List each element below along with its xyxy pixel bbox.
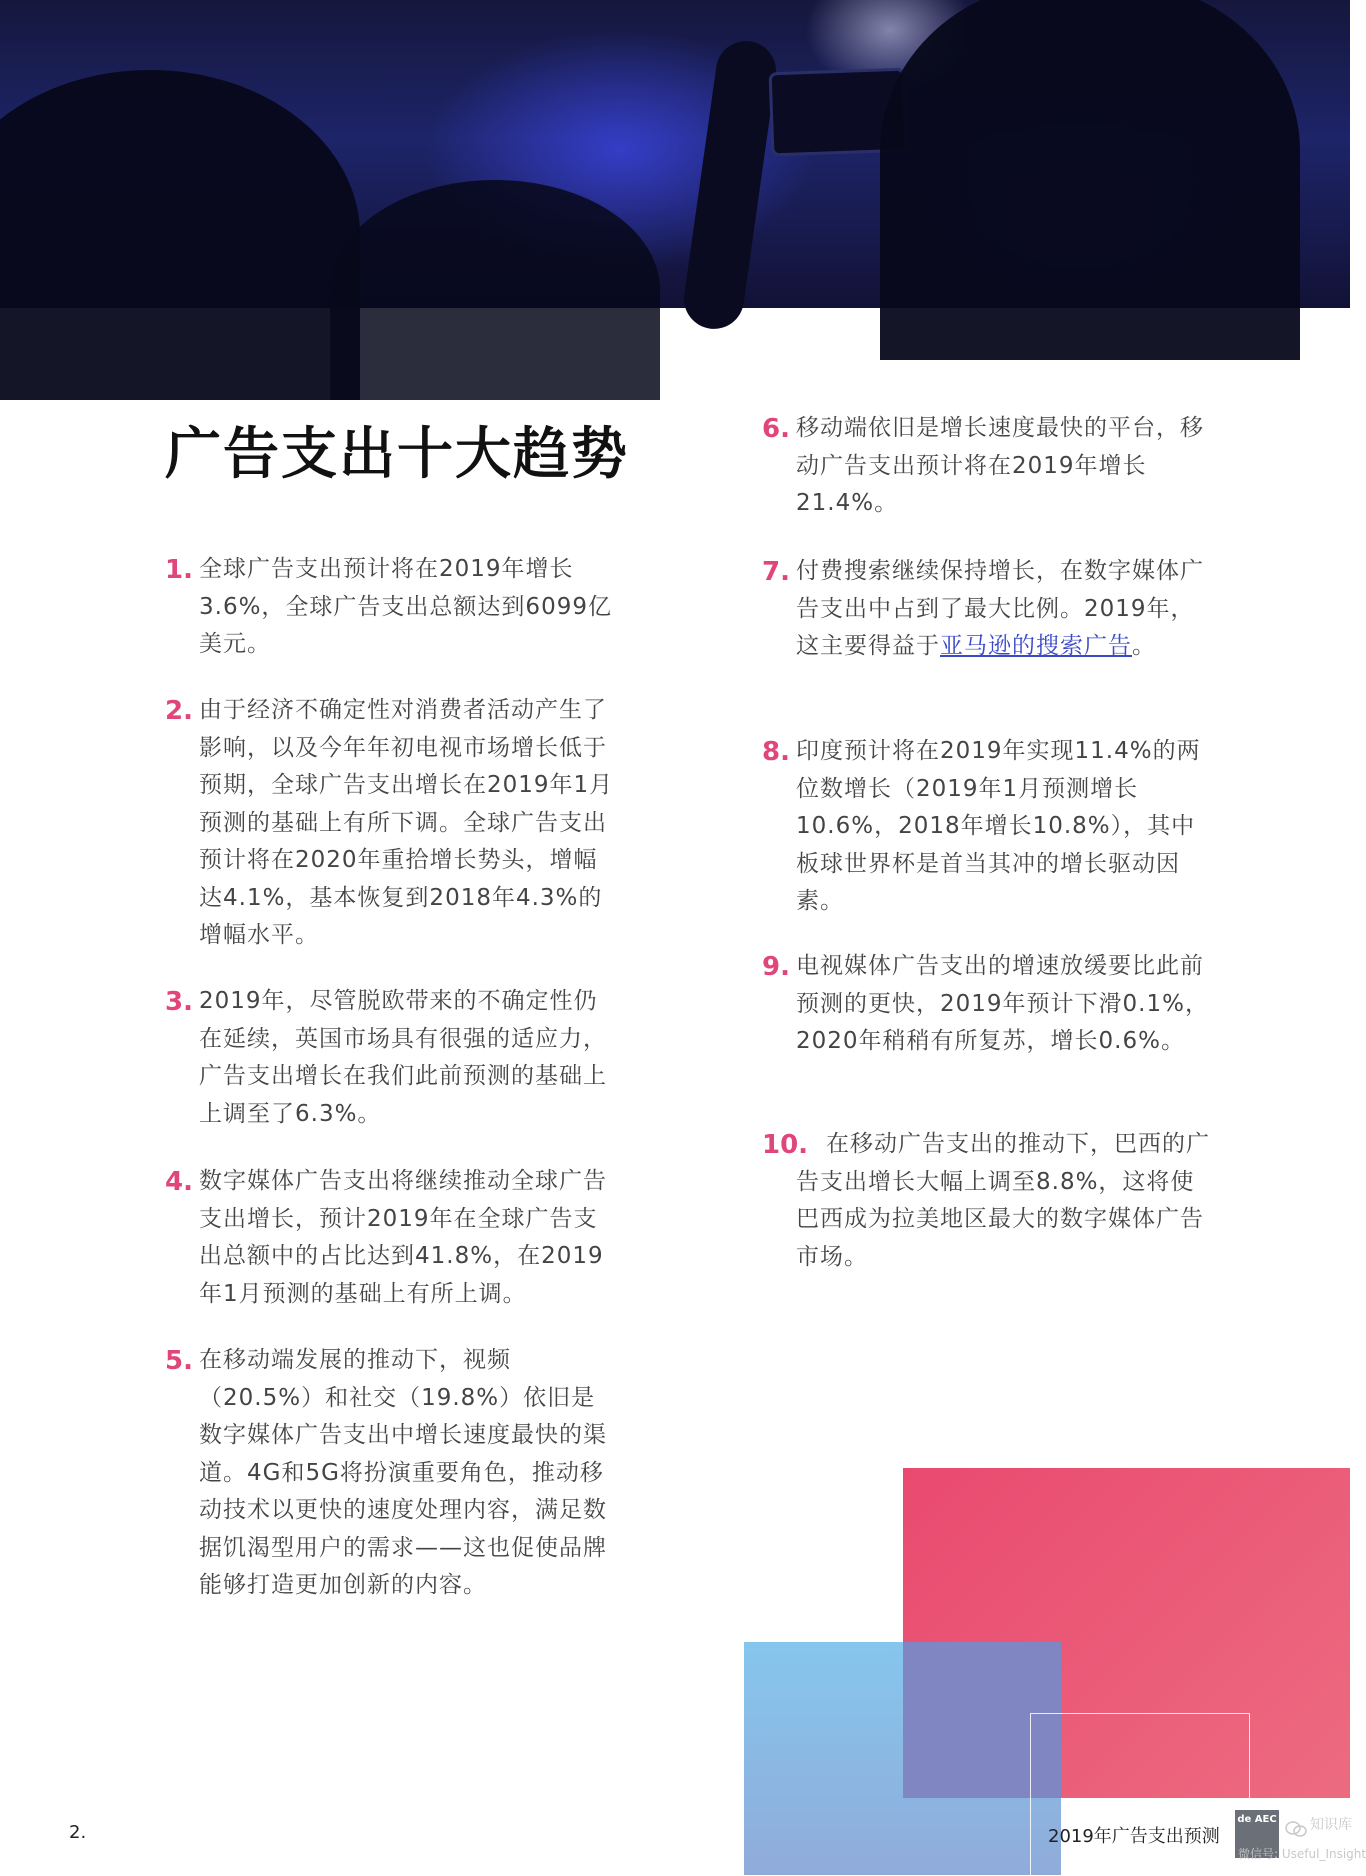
- outline-decor-block: [1030, 1713, 1250, 1876]
- trend-text: 在移动广告支出的推动下，巴西的广告支出增长大幅上调至8.8%，这将使巴西成为拉美地区最大的数字媒体广告市场。: [796, 1131, 1210, 1270]
- trend-text: 移动端依旧是增长速度最快的平台，移动广告支出预计将在2019年增长21.4%。: [796, 415, 1204, 516]
- trend-number: 1.: [165, 555, 193, 585]
- trend-number: 9.: [762, 952, 790, 982]
- raised-arm: [680, 37, 780, 333]
- trend-text: 数字媒体广告支出将继续推动全球广告支出增长，预计2019年在全球广告支出总额中的占比达到41.8%，在2019年1月预测的基础上有所上调。: [199, 1168, 607, 1307]
- hero-photo: [0, 0, 1350, 308]
- trend-number: 10.: [762, 1130, 809, 1160]
- watermark-logo: de AEC: [1235, 1810, 1279, 1858]
- trend-text-before: 付费搜索继续保持增长，在数字媒体广告支出中占到了最大比例。2019年，这主要得益于: [796, 558, 1204, 659]
- watermark-text: [1310, 1816, 1352, 1834]
- silhouette-center: [330, 180, 660, 400]
- report-title: 2019年广告支出预测: [1048, 1826, 1220, 1847]
- trend-text: 全球广告支出预计将在2019年增长3.6%，全球广告支出总额达到6099亿美元。: [199, 556, 612, 657]
- trend-number: 2.: [165, 696, 193, 726]
- page-number: 2.: [69, 1822, 87, 1843]
- wechat-icon: [1285, 1820, 1307, 1838]
- page-title: 广告支出十大趋势: [165, 422, 629, 487]
- trend-number: 3.: [165, 987, 193, 1017]
- trend-number: 8.: [762, 737, 790, 767]
- trend-number: 6.: [762, 414, 790, 444]
- watermark-subtext: [1238, 1845, 1366, 1863]
- trend-text: 由于经济不确定性对消费者活动产生了影响，以及今年年初电视市场增长低于预期，全球广告支出增长在2019年1月预测的基础上有所下调。全球广告支出预计将在2020年重拾增长势头，增幅达4.1%，基本恢复到2018年4.3%的增幅水平。: [199, 697, 614, 948]
- trend-text: 2019年，尽管脱欧带来的不确定性仍在延续，英国市场具有很强的适应力，广告支出增长在我们此前预测的基础上上调至了6.3%。: [199, 988, 607, 1127]
- silhouette-left: [0, 70, 360, 400]
- trend-text: 印度预计将在2019年实现11.4%的两位数增长（2019年1月预测增长10.6%，2018年增长10.8%），其中板球世界杯是首当其冲的增长驱动因素。: [796, 738, 1201, 914]
- amazon-search-ads-link[interactable]: 亚马逊的搜索广告: [940, 633, 1132, 659]
- trend-number: 5.: [165, 1346, 193, 1376]
- trend-text-after: 。: [1132, 633, 1156, 659]
- trend-text: [796, 553, 1211, 666]
- trend-number: 4.: [165, 1167, 193, 1197]
- trend-text: 在移动端发展的推动下，视频（20.5%）和社交（19.8%）依旧是数字媒体广告支出中增长速度最快的渠道。4G和5G将扮演重要角色，推动移动技术以更快的速度处理内容，满足数据饥渴型用户的需求——这也促使品牌能够打造更加创新的内容。: [199, 1347, 607, 1598]
- silhouette-right: [880, 0, 1300, 360]
- watermark-line-1: 知识库: [1310, 1817, 1352, 1833]
- watermark-line-2: 微信号: Useful_Insight: [1238, 1847, 1366, 1861]
- trend-text: 电视媒体广告支出的增速放缓要比此前预测的更快，2019年预计下滑0.1%，2020年稍稍有所复苏，增长0.6%。: [796, 953, 1209, 1054]
- trend-number: 7.: [762, 557, 790, 587]
